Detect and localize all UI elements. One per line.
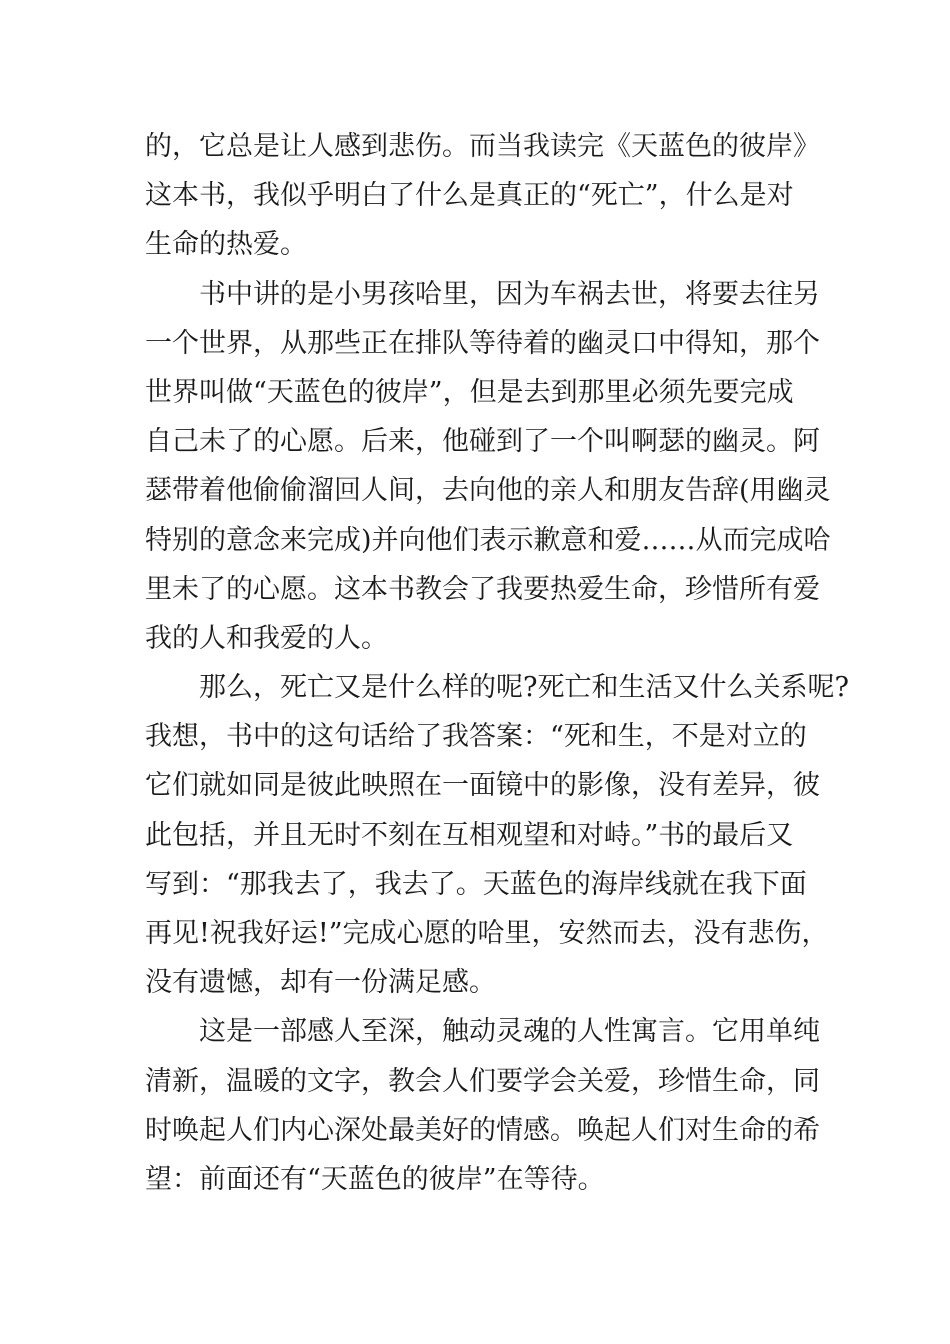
text-line: 写到：“那我去了，我去了。天蓝色的海岸线就在我下面 — [145, 868, 807, 900]
text-line: 我想，书中的这句话给了我答案：“死和生，不是对立的 — [145, 721, 807, 753]
text-line: 书中讲的是小男孩哈里，因为车祸去世，将要去往另 — [199, 278, 820, 310]
paragraph-2 — [145, 270, 835, 664]
text-line: 里未了的心愿。这本书教会了我要热爱生命，珍惜所有爱 — [145, 573, 820, 605]
text-line: 时唤起人们内心深处最美好的情感。唤起人们对生命的希 — [145, 1114, 820, 1146]
text-line: 再见!祝我好运!”完成心愿的哈里，安然而去，没有悲伤， — [145, 918, 829, 949]
text-line: 它们就如同是彼此映照在一面镜中的影像，没有差异，彼 — [145, 770, 820, 802]
text-line: 特别的意念来完成)并向他们表示歉意和爱……从而完成哈 — [145, 524, 831, 556]
text-line: 世界叫做“天蓝色的彼岸”，但是去到那里必须先要完成 — [145, 376, 794, 408]
paragraph-4 — [145, 1007, 835, 1204]
text-line: 我的人和我爱的人。 — [145, 622, 388, 654]
text-line: 瑟带着他偷偷溜回人间，去向他的亲人和朋友告辞(用幽灵 — [145, 475, 831, 507]
document-body — [145, 122, 849, 1204]
text-line: 这本书，我似乎明白了什么是真正的“死亡”，什么是对 — [145, 180, 794, 212]
text-line: 的，它总是让人感到悲伤。而当我读完《天蓝色的彼岸》 — [145, 131, 820, 162]
paragraph-1 — [145, 122, 835, 270]
text-line: 这是一部感人至深，触动灵魂的人性寓言。它用单纯 — [199, 1016, 820, 1048]
text-line: 生命的热爱。 — [145, 229, 307, 261]
text-line: 没有遗憾，却有一份满足感。 — [145, 967, 496, 999]
paragraph-3 — [145, 663, 849, 1007]
text-line: 自己未了的心愿。后来，他碰到了一个叫啊瑟的幽灵。阿 — [145, 426, 820, 458]
text-line: 清新，温暖的文字，教会人们要学会关爱，珍惜生命，同 — [145, 1065, 820, 1097]
text-line: 望：前面还有“天蓝色的彼岸”在等待。 — [145, 1163, 605, 1195]
text-line: 一个世界，从那些正在排队等待着的幽灵口中得知，那个 — [145, 327, 820, 359]
text-line: 那么，死亡又是什么样的呢?死亡和生活又什么关系呢? — [199, 672, 849, 704]
text-line: 此包括，并且无时不刻在互相观望和对峙。”书的最后又 — [145, 819, 794, 851]
